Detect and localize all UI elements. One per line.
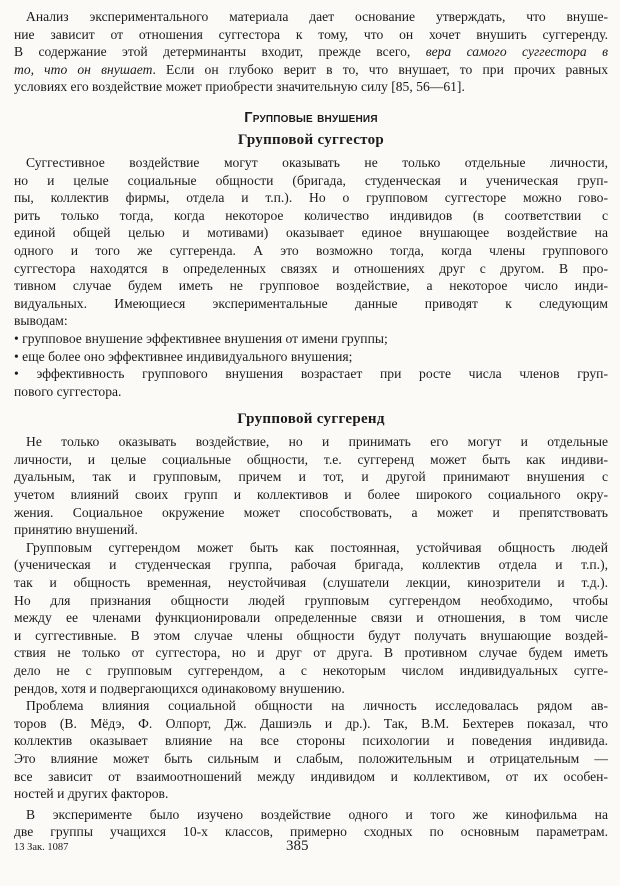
text-line: В содержание этой детерминанты входит, прежде всего, вера самого суггестора в [14, 44, 608, 60]
text-line: и суггестивные. В этом случае члены общности будут получать внушающие воздей- [14, 627, 608, 643]
text-line: Не только оказывать воздействие, но и принимать его могут и отдельные [26, 434, 608, 450]
text-line: ствия не только от суггестора, но и друг от друга. В противном случае будем иметь [14, 645, 608, 661]
subsection-title-suggestor: Групповой суггестор [237, 131, 385, 148]
print-code: 13 Зак. 1087 [14, 842, 69, 853]
text-line: Анализ экспериментального материала дает основание утверждать, что внуше- [26, 9, 608, 24]
text-line: тивном случае будем иметь не групповое воздействие, а некоторое число инди- [14, 278, 608, 294]
text-line: дуальным, так и групповым, причем и тот, и другой принимают внушения с [14, 469, 608, 485]
italic-phrase: то, что он внушает [14, 61, 153, 77]
text-line: суггестора находятся в определенных связях и отношениях друг с другом. В про- [14, 260, 608, 276]
section-title: Групповые внушения [244, 109, 378, 126]
text-line: то, что он внушает. Если он глубоко верит в то, что внушает, то при прочих равных [14, 61, 608, 77]
text-line: Это влияние может быть сильным и слабым, положительным и отрицательным — [14, 750, 608, 766]
text-line: Но для признания общности людей групповым суггерендом необходимо, чтобы [14, 592, 608, 608]
text-line: единой общей целью и мотивами) оказывает единое внушающее воздействие на [14, 225, 608, 241]
page-number: 385 [286, 838, 309, 854]
text-line: учетом влияний своих групп и коллективов и более широкого социального окру- [14, 487, 608, 503]
text-line: принятию внушений. [14, 522, 138, 538]
text-line: видуальных. Имеющиеся экспериментальные данные приводят к следующим [14, 295, 608, 311]
subsection-title-suggerend: Групповой суггеренд [237, 411, 385, 428]
intro-paragraph [14, 8, 608, 96]
conclusions-list [14, 330, 608, 400]
text-line: Суггестивное воздействие могут оказывать не только отдельные личности, [26, 154, 608, 170]
text-line: но и целые социальные общности (бригада, студенческая и ученическая груп- [14, 172, 608, 188]
text-line: две группы учащихся 10-х классов, примерно сходных по основным параметрам. [14, 824, 608, 840]
text-line: дело не с групповым суггерендом, а с некоторым числом индивидуальных сугге- [14, 663, 608, 678]
list-item: пового суггестора. [14, 383, 122, 399]
text-line: одного и того же суггеренда. А это возможно тогда, когда члены группового [14, 242, 608, 258]
text-line: Групповым суггерендом может быть как постоянная, устойчивая общность людей [26, 539, 608, 555]
text-line: так и общность временная, неустойчивая (слушатели лекции, кинозрители и т.д.). [14, 575, 608, 591]
suggerend-paragraph-3 [14, 697, 608, 803]
text-line: торов (В. Мёдэ, Ф. Олпорт, Дж. Дашиэль и др.). Так, В.М. Бехтерев показал, что [14, 715, 608, 731]
text-line: между ее членами функционировали определенные связи и отношения, в том числе [14, 610, 608, 626]
suggerend-paragraph-4 [14, 806, 608, 841]
list-item: • групповое внушение эффективнее внушения от имени группы; [14, 330, 388, 346]
text-line: коллектив оказывает влияние на все стороны психологии и поведения индивида. [14, 733, 608, 749]
text-line: ние зависит от отношения суггестора к тому, что он хочет внушить суггеренду. [14, 26, 608, 42]
text-line: ностей и других факторов. [14, 786, 169, 802]
text-line: рендов, хотя и подвергающихся одинаковому внушению. [14, 680, 345, 696]
suggerend-paragraph-1 [14, 433, 608, 539]
text-line: В эксперименте было изучено воздействие одного и того же кинофильма на [26, 806, 608, 822]
list-item: • еще более оно эффективнее индивидуального внушения; [14, 348, 353, 364]
list-item: • эффективность группового внушения возрастает при росте числа членов груп- [14, 366, 608, 382]
text-line: Проблема влияния социальной общности на личность исследовалась рядом ав- [26, 698, 608, 714]
text-line: жения. Социальное окружение может способствовать, а может и препятствовать [14, 504, 608, 520]
text-line: рить только тогда, когда некоторое количество индивидов (в соответствии с [14, 207, 608, 223]
suggerend-paragraph-2 [14, 539, 608, 697]
text-line: выводам: [14, 313, 68, 329]
text-line: личности, и целые социальные общности, т.е. суггеренд может быть как индиви- [14, 451, 608, 467]
page-body [14, 8, 608, 841]
text-line: (ученическая и студенческая группа, рабочая бригада, коллектив отдела и т.п.), [14, 557, 608, 573]
italic-phrase: вера самого суггестора в [425, 44, 608, 60]
page-footer [14, 838, 608, 858]
text-line: условиях его воздействие может приобрести значительную силу [85, 56—61]. [14, 79, 465, 95]
suggestor-paragraph [14, 154, 608, 330]
text-line: все зависит от взаимоотношений между индивидом и коллективом, от их особен- [14, 768, 608, 784]
text-line: пы, коллектив фирмы, отдела и т.п.). Но о групповом суггесторе можно гово- [14, 190, 608, 206]
